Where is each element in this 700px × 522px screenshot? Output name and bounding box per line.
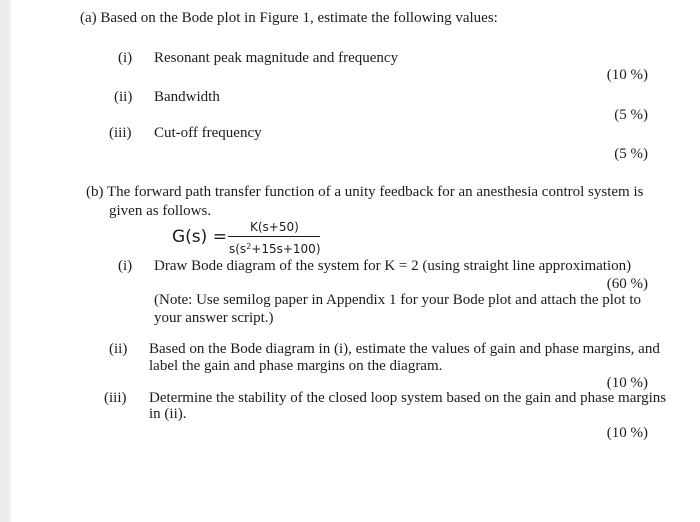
- part-b-intro-line1: (b) The forward path transfer function of a unity feedback for an anesthesia control system is: [86, 184, 644, 200]
- part-b-item-1-note-line2: your answer script.): [154, 310, 274, 326]
- part-a-item-1-text: Resonant peak magnitude and frequency: [154, 50, 399, 66]
- fraction-bar: [228, 236, 320, 237]
- equation-denominator: [229, 240, 321, 256]
- part-a-item-1-number: (i): [118, 50, 133, 66]
- part-b-intro-line2: given as follows.: [109, 203, 212, 219]
- part-a-item-2-number: (ii): [114, 89, 133, 105]
- equation-lhs: G(s) =: [172, 227, 227, 247]
- part-b-item-2-line1: Based on the Bode diagram in (i), estimate the values of gain and phase margins, and: [149, 341, 660, 357]
- denominator-post: +15s+100): [251, 242, 321, 256]
- part-a-item-2-marks: (5 %): [614, 107, 648, 123]
- part-b-item-1-number: (i): [118, 258, 133, 274]
- equation-numerator: K(s+50): [250, 220, 299, 234]
- page-edge-shadow: [0, 0, 9, 522]
- part-a-item-3-marks: (5 %): [614, 146, 648, 162]
- page-edge-highlight: [9, 0, 11, 522]
- part-a-item-2-text: Bandwidth: [154, 89, 220, 105]
- part-b-item-1-text: Draw Bode diagram of the system for K = 2 (using straight line approximation): [154, 258, 632, 274]
- denominator-pre: s(s: [229, 242, 247, 256]
- part-a-item-1-marks: (10 %): [606, 67, 648, 83]
- part-a-intro: (a) Based on the Bode plot in Figure 1, estimate the following values:: [80, 10, 498, 26]
- part-b-item-1-marks: (60 %): [606, 276, 648, 292]
- part-a-item-3-number: (iii): [109, 125, 132, 141]
- part-a-item-3-text: Cut-off frequency: [154, 125, 262, 141]
- part-b-item-2-marks: (10 %): [606, 375, 648, 391]
- part-b-item-3-marks: (10 %): [606, 425, 648, 441]
- part-b-item-3-line2: in (ii).: [149, 406, 187, 422]
- part-b-item-2-number: (ii): [109, 341, 128, 357]
- denominator-exponent: 2: [246, 242, 252, 251]
- part-b-item-1-note-line1: (Note: Use semilog paper in Appendix 1 for your Bode plot and attach the plot to: [154, 292, 641, 308]
- part-b-item-3-line1: Determine the stability of the closed loop system based on the gain and phase margins: [149, 390, 667, 406]
- part-b-item-3-number: (iii): [104, 390, 127, 406]
- part-b-item-2-line2: label the gain and phase margins on the diagram.: [149, 358, 443, 374]
